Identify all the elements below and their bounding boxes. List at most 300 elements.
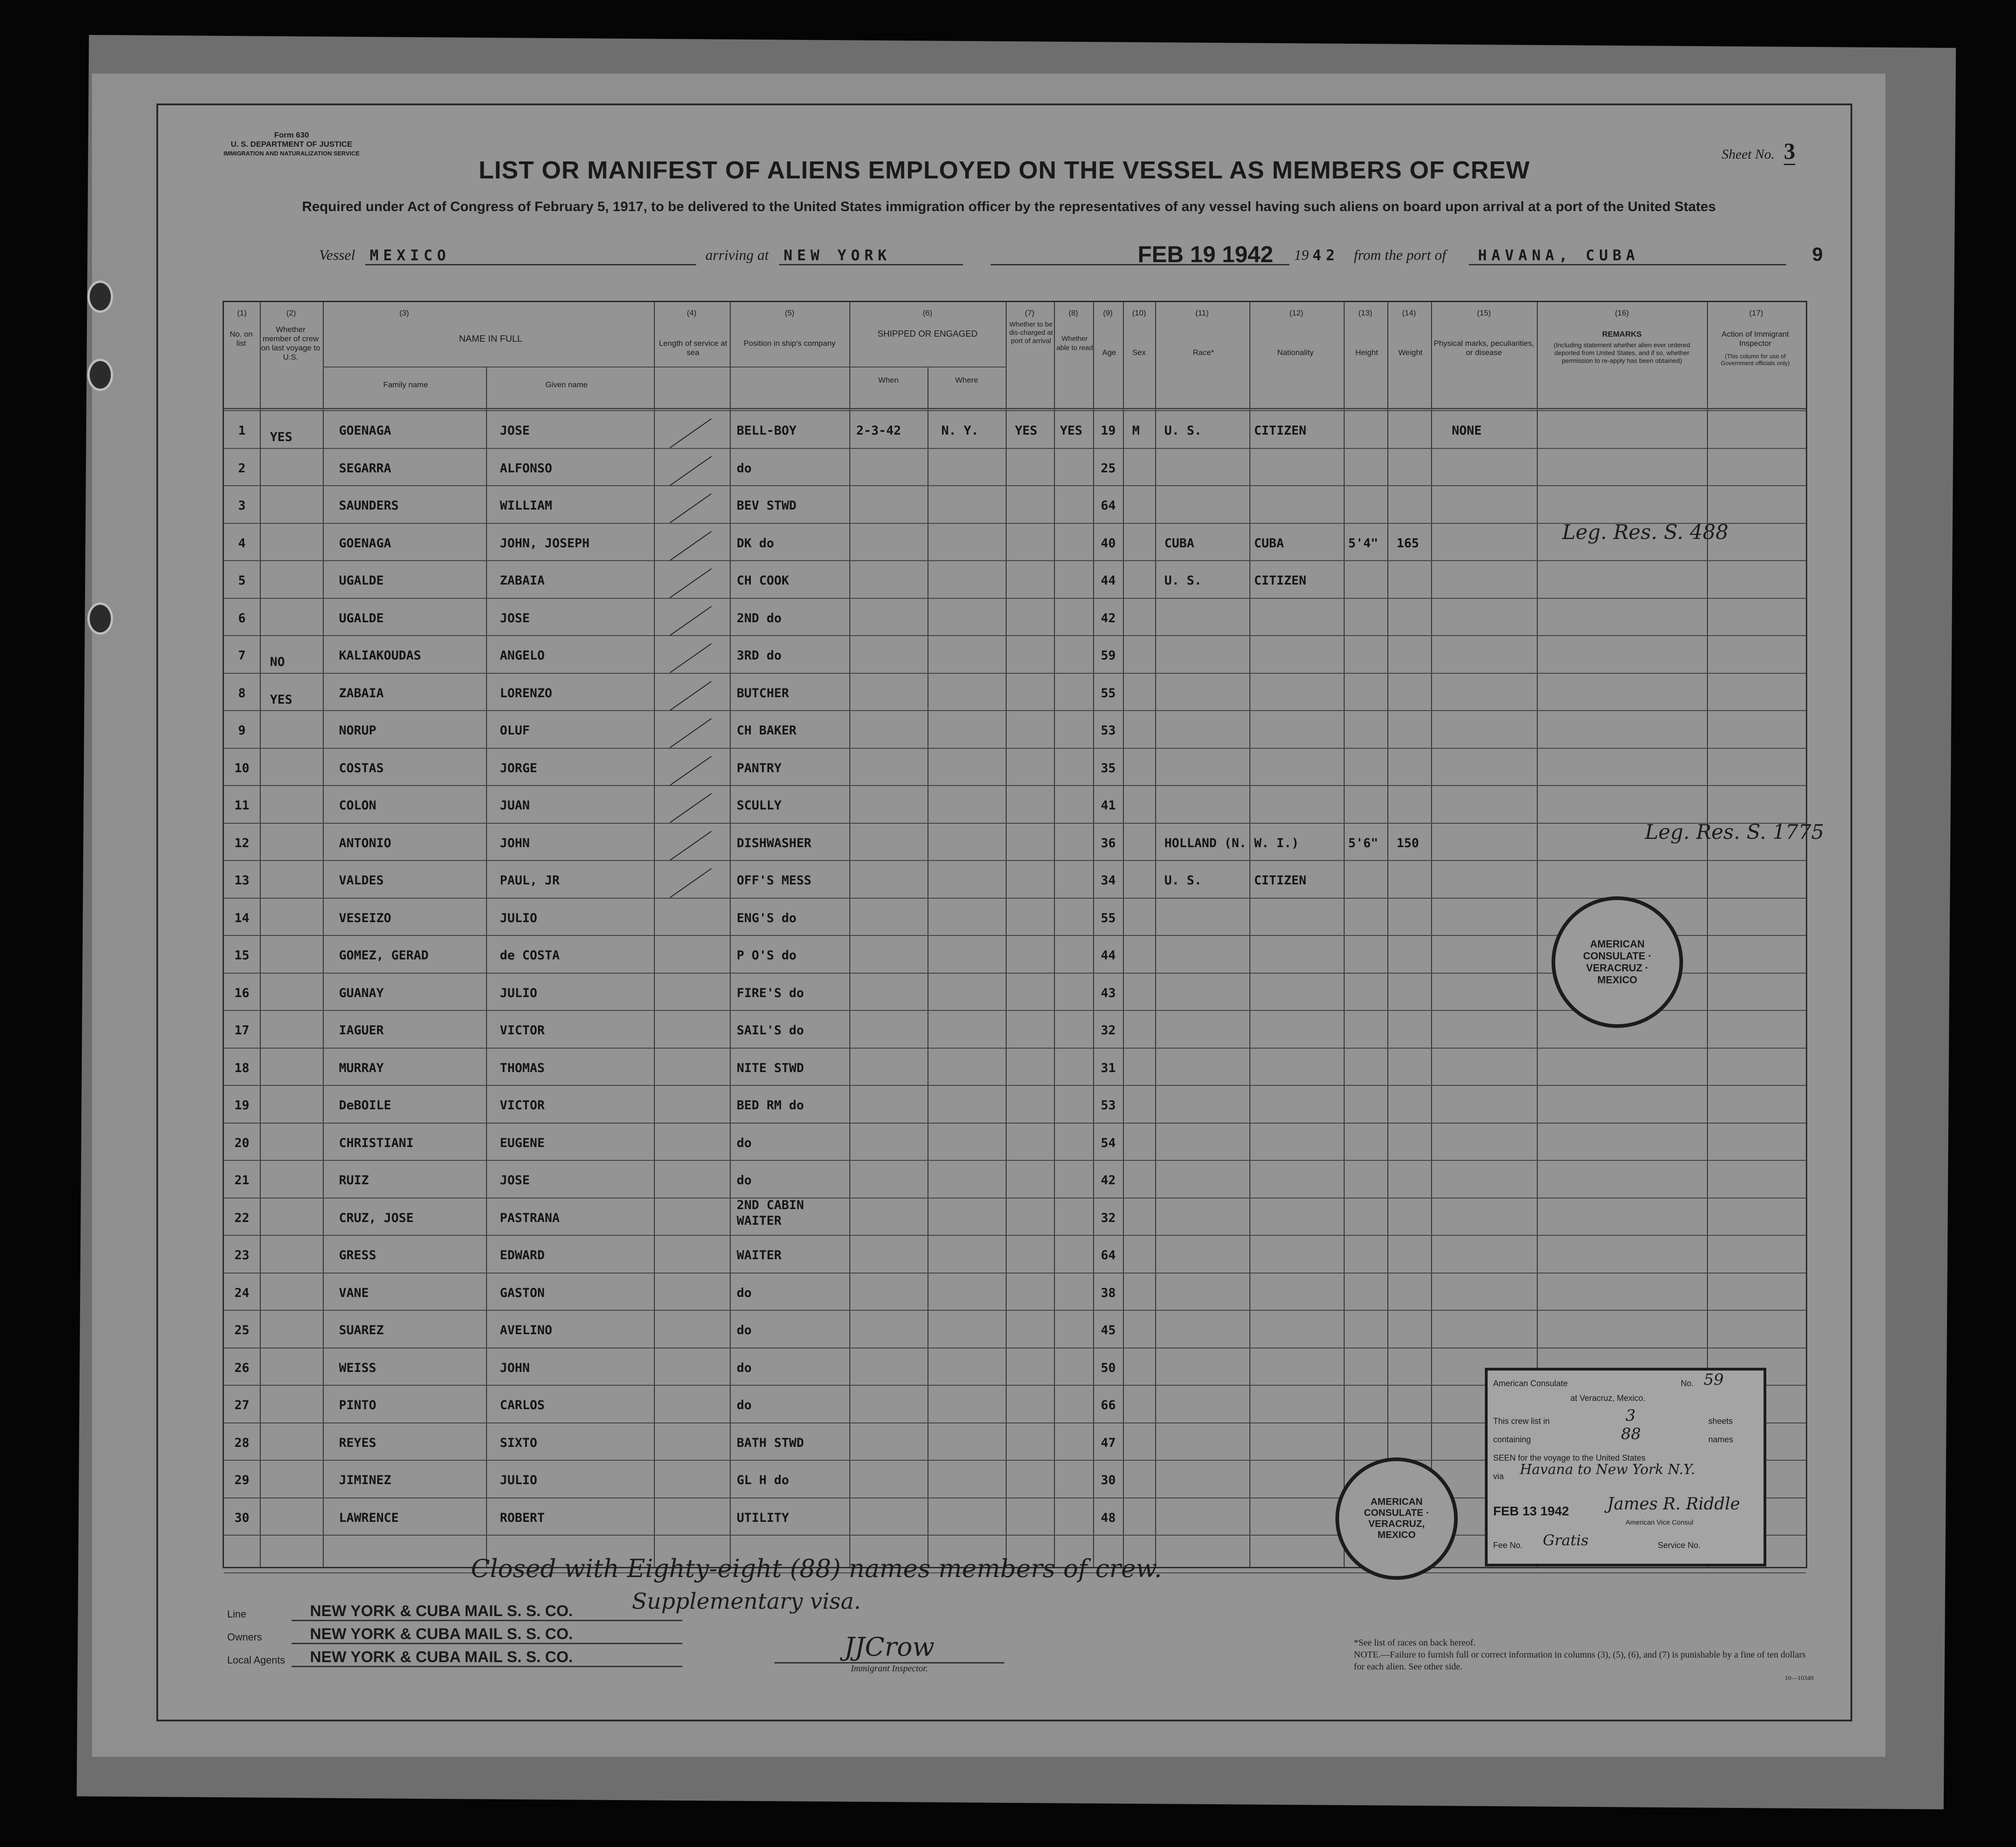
age-cell: 30 — [1100, 1473, 1116, 1487]
given-name-cell: ROBERT — [500, 1510, 545, 1525]
row-number: 7 — [238, 648, 246, 663]
family-name-cell: VALDES — [339, 873, 384, 888]
row-number: 8 — [238, 686, 246, 700]
age-cell: 50 — [1100, 1360, 1116, 1375]
given-name-cell: JOHN, JOSEPH — [500, 536, 590, 551]
nationality-cell: CUBA — [1254, 536, 1284, 551]
consular-certificate — [1485, 1368, 1766, 1566]
ditto-mark — [670, 606, 711, 636]
manifest-form — [156, 103, 1852, 1721]
age-cell: 32 — [1100, 1023, 1116, 1038]
column-number: (14) — [1402, 309, 1416, 317]
given-name-cell: JORGE — [500, 761, 538, 775]
position-cell: BELL-BOY — [737, 424, 797, 438]
ditto-mark — [670, 643, 711, 673]
col-physical-header: Physical marks, peculiarities, or disease — [1433, 339, 1535, 357]
ditto-mark — [670, 756, 711, 786]
form-number: Form 630 — [274, 131, 309, 139]
age-cell: 42 — [1100, 1173, 1116, 1187]
age-cell: 53 — [1100, 1098, 1116, 1113]
from-label: from the port of — [1354, 247, 1446, 263]
position-cell: GL H do — [737, 1473, 789, 1487]
given-name-cell: JULIO — [500, 986, 538, 1000]
page-title: LIST OR MANIFEST OF ALIENS EMPLOYED ON THE VESSEL AS MEMBERS OF CREW — [478, 156, 1530, 184]
footer-line-value: NEW YORK & CUBA MAIL S. S. CO. — [310, 1602, 573, 1620]
row-divider — [224, 785, 1806, 786]
row-divider — [224, 485, 1806, 486]
given-name-cell: PAUL, JR — [500, 873, 560, 888]
age-cell: 54 — [1100, 1136, 1116, 1150]
col-height-header: Height — [1355, 348, 1378, 357]
column-divider — [1249, 302, 1250, 1567]
position-cell: DK do — [737, 536, 774, 551]
given-name-cell: JULIO — [500, 1473, 538, 1487]
age-cell: 42 — [1100, 611, 1116, 625]
given-name-cell: THOMAS — [500, 1061, 545, 1075]
row-divider — [224, 1085, 1806, 1086]
family-name-cell: DeBOILE — [339, 1098, 391, 1113]
footer-owners-label: Owners — [227, 1631, 262, 1643]
cert-containing: containing — [1493, 1435, 1531, 1444]
discharged-cell: YES — [1015, 424, 1037, 438]
column-divider — [1431, 302, 1432, 1567]
given-name-cell: JOHN — [500, 836, 530, 850]
age-cell: 44 — [1100, 574, 1116, 588]
row-divider — [224, 898, 1806, 899]
col-read-header: Whether able to read — [1056, 335, 1093, 352]
family-name-cell: JIMINEZ — [339, 1473, 391, 1487]
column-divider — [1123, 302, 1124, 1567]
col-position-header: Position in ship's company — [744, 339, 836, 348]
row-number: 3 — [238, 499, 246, 513]
family-name-cell: MURRAY — [339, 1061, 384, 1075]
family-name-cell: REYES — [339, 1435, 377, 1450]
family-name-cell: SUAREZ — [339, 1323, 384, 1337]
given-name-cell: ANGELO — [500, 648, 545, 663]
age-cell: 35 — [1100, 761, 1116, 775]
age-cell: 55 — [1100, 911, 1116, 925]
given-name-cell: CARLOS — [500, 1398, 545, 1412]
row-divider — [224, 1123, 1806, 1124]
cert-fee-value: Gratis — [1543, 1532, 1589, 1549]
cert-signature: James R. Riddle — [1607, 1495, 1740, 1514]
cert-sheets-label: sheets — [1708, 1417, 1733, 1426]
closing-note: Closed with Eighty-eight (88) names members of crew. — [471, 1554, 1162, 1583]
age-cell: 44 — [1100, 948, 1116, 963]
prior-voyage-cell: NO — [270, 655, 285, 669]
family-name-cell: GOENAGA — [339, 424, 391, 438]
family-name-cell: WEISS — [339, 1360, 377, 1375]
column-divider — [1155, 302, 1156, 1567]
family-name-cell: LAWRENCE — [339, 1510, 399, 1525]
position-cell: BED RM do — [737, 1098, 804, 1113]
row-number: 13 — [234, 873, 250, 888]
row-divider — [224, 673, 1806, 674]
position-cell: do — [737, 1360, 752, 1375]
column-number: (2) — [286, 309, 296, 317]
service: IMMIGRATION AND NATURALIZATION SERVICE — [223, 150, 360, 157]
ditto-mark — [670, 531, 711, 561]
cert-names-count: 88 — [1621, 1425, 1641, 1443]
position-cell: do — [737, 1136, 752, 1150]
position-cell: BEV STWD — [737, 499, 797, 513]
given-name-cell: PASTRANA — [500, 1210, 560, 1225]
sex-cell: M — [1132, 424, 1140, 438]
year-prefix: 19 — [1294, 247, 1309, 263]
page-mark: 9 — [1812, 243, 1823, 265]
given-name-cell: ZABAIA — [500, 574, 545, 588]
header-divider — [224, 408, 1806, 409]
position-cell: 2ND CABIN — [737, 1198, 804, 1212]
column-number: (15) — [1477, 309, 1491, 317]
age-cell: 40 — [1100, 536, 1116, 551]
column-number: (3) — [399, 309, 409, 317]
cert-route: Havana to New York N.Y. — [1520, 1462, 1695, 1478]
arrival-port: NEW YORK — [784, 247, 892, 264]
row-divider — [224, 860, 1806, 861]
position-cell: SAIL'S do — [737, 1023, 804, 1038]
row-divider — [224, 410, 1806, 411]
date-stamp: FEB 19 1942 — [1138, 241, 1273, 267]
position-cell: ENG'S do — [737, 911, 797, 925]
family-name-cell: VANE — [339, 1285, 369, 1300]
column-number: (6) — [922, 309, 933, 317]
column-number: (11) — [1195, 309, 1209, 317]
position-cell: BATH STWD — [737, 1435, 804, 1450]
given-name-cell: JOHN — [500, 1360, 530, 1375]
cert-service-label: Service No. — [1658, 1541, 1701, 1550]
ditto-mark — [670, 718, 711, 748]
col-action-header: Action of Immigrant Inspector — [1721, 330, 1789, 348]
sheet-value: 3 — [1784, 138, 1795, 165]
footer-agents-label: Local Agents — [227, 1654, 285, 1666]
row-number: 21 — [234, 1173, 250, 1187]
inspector-label: Immigrant Inspector. — [774, 1662, 1004, 1674]
row-number: 12 — [234, 836, 250, 850]
family-name-cell: UGALDE — [339, 611, 384, 625]
age-cell: 32 — [1100, 1210, 1116, 1225]
age-cell: 66 — [1100, 1398, 1116, 1412]
cert-names-label: names — [1708, 1435, 1734, 1444]
col-shipped-header: SHIPPED OR ENGAGED — [877, 329, 978, 339]
row-number: 23 — [234, 1248, 250, 1262]
position-cell: do — [737, 1173, 752, 1187]
family-name-cell: ZABAIA — [339, 686, 384, 700]
family-name-cell: ANTONIO — [339, 836, 391, 850]
position-cell: CH COOK — [737, 574, 789, 588]
family-name-cell: UGALDE — [339, 574, 384, 588]
age-cell: 41 — [1100, 798, 1116, 813]
column-divider — [486, 367, 487, 1567]
family-name-cell: SEGARRA — [339, 461, 391, 476]
footer-note-fine: NOTE.—Failure to furnish full or correct information in columns (3), (5), (6), and (7) is punishable by a fine of ten dollars for each alien. See other side. — [1354, 1650, 1806, 1672]
seal-text: AMERICAN CONSULATE · VERACRUZ, MEXICO — [1364, 1497, 1429, 1540]
family-name-cell: GOMEZ, GERAD — [339, 948, 429, 963]
family-name-cell: SAUNDERS — [339, 499, 399, 513]
footer-form-ref: 10—10349 — [1785, 1675, 1814, 1682]
row-number: 9 — [238, 723, 246, 738]
age-cell: 64 — [1100, 499, 1116, 513]
column-number: (1) — [237, 309, 247, 317]
cert-location: at Veracruz, Mexico. — [1570, 1394, 1646, 1403]
col-given-header: Given name — [545, 380, 588, 389]
given-name-cell: WILLIAM — [500, 499, 552, 513]
row-number: 22 — [234, 1210, 250, 1225]
remark-handwritten: Leg. Res. S. 1775 — [1645, 820, 1824, 844]
row-number: 15 — [234, 948, 250, 963]
col-when-header: When — [878, 376, 899, 384]
family-name-cell: KALIAKOUDAS — [339, 648, 421, 663]
position-cell: PANTRY — [737, 761, 782, 775]
footer-line-label: Line — [227, 1608, 246, 1620]
ditto-mark — [670, 419, 711, 448]
given-name-cell: LORENZO — [500, 686, 552, 700]
ditto-mark — [670, 568, 711, 598]
column-number: (8) — [1068, 309, 1078, 317]
inspector-signature: JJCrow — [844, 1632, 935, 1662]
row-number: 29 — [234, 1473, 250, 1487]
column-number: (4) — [687, 309, 697, 317]
position-cell: WAITER — [737, 1213, 782, 1228]
given-name-cell: JOSE — [500, 611, 530, 625]
binder-hole — [87, 359, 113, 391]
row-number: 6 — [238, 611, 246, 625]
position-cell: do — [737, 461, 752, 476]
col-discharged-header: Whether to be dis-charged at port of arrival — [1009, 321, 1053, 345]
column-number: (5) — [785, 309, 795, 317]
age-cell: 47 — [1100, 1435, 1116, 1450]
age-cell: 48 — [1100, 1510, 1116, 1525]
row-number: 17 — [234, 1023, 250, 1038]
row-divider — [224, 598, 1806, 599]
column-divider — [849, 302, 850, 1567]
from-port: HAVANA, CUBA — [1478, 247, 1640, 264]
cert-fee-label: Fee No. — [1493, 1541, 1523, 1550]
row-number: 25 — [234, 1323, 250, 1337]
vessel-label: Vessel — [319, 247, 355, 263]
row-number: 10 — [234, 761, 250, 775]
age-cell: 53 — [1100, 723, 1116, 738]
cert-via: via — [1493, 1472, 1504, 1481]
prior-voyage-cell: YES — [270, 430, 292, 444]
year-suffix: 42 — [1312, 247, 1340, 264]
position-cell: FIRE'S do — [737, 986, 804, 1000]
row-number: 24 — [234, 1285, 250, 1300]
row-number: 16 — [234, 986, 250, 1000]
age-cell: 38 — [1100, 1285, 1116, 1300]
age-cell: 34 — [1100, 873, 1116, 888]
position-cell: OFF'S MESS — [737, 873, 812, 888]
seal-text: AMERICAN CONSULATE · VERACRUZ · MEXICO — [1583, 938, 1652, 986]
given-name-cell: EDWARD — [500, 1248, 545, 1262]
col-remarks-note: (Including statement whether alien ever ordered deported from United States, and if so, whether permission to re-apply has been obtained) — [1553, 341, 1690, 364]
col-race-header: Race* — [1192, 348, 1214, 357]
col-name-header: NAME IN FULL — [459, 334, 522, 344]
remark-handwritten: Leg. Res. S. 488 — [1562, 520, 1729, 544]
given-name-cell: JUAN — [500, 798, 530, 813]
col-family-header: Family name — [383, 380, 428, 389]
row-divider — [224, 710, 1806, 711]
col-weight-header: Weight — [1398, 348, 1423, 357]
given-name-cell: SIXTO — [500, 1435, 538, 1450]
prior-voyage-cell: YES — [270, 692, 292, 707]
cert-no-label: No. — [1681, 1379, 1694, 1388]
age-cell: 31 — [1100, 1061, 1116, 1075]
given-name-cell: de COSTA — [500, 948, 560, 963]
row-divider — [224, 1235, 1806, 1236]
footer-agents-value: NEW YORK & CUBA MAIL S. S. CO. — [310, 1648, 573, 1666]
age-cell: 45 — [1100, 1323, 1116, 1337]
position-cell: 2ND do — [737, 611, 782, 625]
family-name-cell: RUIZ — [339, 1173, 369, 1187]
able-read-cell: YES — [1060, 424, 1082, 438]
physical-marks-cell: NONE — [1452, 424, 1482, 438]
column-number: (17) — [1749, 309, 1764, 317]
col-no-header: No. on list — [229, 330, 253, 348]
row-divider — [224, 635, 1806, 636]
cert-consulate: American Consulate — [1493, 1379, 1568, 1388]
row-number: 27 — [234, 1398, 250, 1412]
given-name-cell: ALFONSO — [500, 461, 552, 476]
shipped-when-cell: 2-3-42 — [856, 424, 901, 438]
age-cell: 59 — [1100, 648, 1116, 663]
footer-company — [227, 1600, 687, 1669]
column-number: (10) — [1132, 309, 1146, 317]
col-length-header: Length of service at sea — [659, 339, 727, 357]
row-number: 2 — [238, 461, 246, 476]
footer-note-races: *See list of races on back hereof. — [1354, 1638, 1476, 1648]
given-name-cell: JOSE — [500, 424, 530, 438]
race-cell: HOLLAND (N. W. I.) — [1164, 836, 1299, 850]
shipped-where-cell: N. Y. — [941, 424, 979, 438]
height-cell: 5'6" — [1348, 836, 1379, 850]
family-name-cell: GRESS — [339, 1248, 377, 1262]
age-cell: 64 — [1100, 1248, 1116, 1262]
ditto-mark — [670, 793, 711, 823]
column-number: (9) — [1103, 309, 1113, 317]
race-cell: U. S. — [1164, 574, 1202, 588]
row-divider — [224, 823, 1806, 824]
row-divider — [224, 1160, 1806, 1161]
nationality-cell: CITIZEN — [1254, 873, 1306, 888]
position-cell: SCULLY — [737, 798, 782, 813]
position-cell: BUTCHER — [737, 686, 789, 700]
race-cell: U. S. — [1164, 873, 1202, 888]
age-cell: 36 — [1100, 836, 1116, 850]
closing-note-2: Supplementary visa. — [632, 1589, 861, 1614]
column-number: (16) — [1615, 309, 1629, 317]
family-name-cell: PINTO — [339, 1398, 377, 1412]
column-number: (12) — [1289, 309, 1304, 317]
col-action-note: (This column for use of Government officials only) — [1720, 353, 1790, 367]
row-number: 5 — [238, 574, 246, 588]
given-name-cell: OLUF — [500, 723, 530, 738]
column-divider — [1054, 302, 1055, 1567]
column-divider — [1006, 302, 1007, 1567]
given-name-cell: GASTON — [500, 1285, 545, 1300]
family-name-cell: GUANAY — [339, 986, 384, 1000]
row-number: 19 — [234, 1098, 250, 1113]
position-cell: P O'S do — [737, 948, 797, 963]
row-number: 4 — [238, 536, 246, 551]
race-cell: U. S. — [1164, 424, 1202, 438]
column-divider — [260, 302, 261, 1567]
row-divider — [224, 1198, 1806, 1199]
given-name-cell: AVELINO — [500, 1323, 552, 1337]
department: U. S. DEPARTMENT OF JUSTICE — [230, 140, 353, 149]
ditto-mark — [670, 493, 711, 523]
footer-agents-row — [227, 1646, 687, 1669]
footer-notes — [1354, 1637, 1814, 1685]
row-divider — [224, 1048, 1806, 1049]
position-cell: do — [737, 1285, 752, 1300]
age-cell: 19 — [1100, 424, 1116, 438]
family-name-cell: GOENAGA — [339, 536, 391, 551]
given-name-cell: JULIO — [500, 911, 538, 925]
family-name-cell: COLON — [339, 798, 377, 813]
position-cell: do — [737, 1323, 752, 1337]
family-name-cell: VESEIZO — [339, 911, 391, 925]
consulate-seal-bottom — [1335, 1457, 1458, 1580]
position-cell: CH BAKER — [737, 723, 797, 738]
family-name-cell: CRUZ, JOSE — [339, 1210, 414, 1225]
vessel-line — [319, 241, 1791, 269]
race-cell: CUBA — [1164, 536, 1195, 551]
row-number: 30 — [234, 1510, 250, 1525]
page-subtitle: Required under Act of Congress of February 5, 1917, to be delivered to the United States immigration officer by the representatives of any vessel having such aliens on board upon arrival at a port of the United States — [302, 199, 1716, 214]
row-number: 20 — [234, 1136, 250, 1150]
consulate-seal-top — [1552, 896, 1683, 1028]
footer-owners-value: NEW YORK & CUBA MAIL S. S. CO. — [310, 1625, 573, 1643]
row-number: 14 — [234, 911, 250, 925]
ditto-mark — [670, 681, 711, 711]
row-number: 18 — [234, 1061, 250, 1075]
column-number: (7) — [1025, 309, 1035, 317]
ditto-mark — [670, 868, 711, 898]
row-divider — [224, 1010, 1806, 1011]
form-identifier — [209, 131, 374, 158]
family-name-cell: COSTAS — [339, 761, 384, 775]
age-cell: 43 — [1100, 986, 1116, 1000]
row-number: 26 — [234, 1360, 250, 1375]
col-prior-header: Whether member of crew on last voyage to U.S. — [261, 325, 321, 361]
position-cell: 3RD do — [737, 648, 782, 663]
cert-crew-list-label: This crew list in — [1493, 1417, 1550, 1426]
col-nationality-header: Nationality — [1277, 348, 1314, 357]
family-name-cell: IAGUER — [339, 1023, 384, 1038]
col-age-header: Age — [1102, 348, 1117, 357]
family-name-cell: CHRISTIANI — [339, 1136, 414, 1150]
ditto-mark — [670, 456, 711, 486]
arriving-label: arriving at — [705, 247, 769, 263]
nationality-cell: CITIZEN — [1254, 574, 1306, 588]
given-name-cell: VICTOR — [500, 1098, 545, 1113]
column-divider — [323, 302, 324, 1567]
col-sex-header: Sex — [1132, 348, 1146, 357]
position-cell: DISHWASHER — [737, 836, 812, 850]
column-divider — [1093, 302, 1094, 1567]
weight-cell: 165 — [1397, 536, 1419, 551]
given-name-cell: JOSE — [500, 1173, 530, 1187]
row-number: 1 — [238, 424, 246, 438]
binder-hole — [87, 602, 113, 635]
column-number: (13) — [1358, 309, 1373, 317]
row-number: 11 — [234, 798, 250, 813]
given-name-cell: EUGENE — [500, 1136, 545, 1150]
footer-owners-row — [227, 1623, 687, 1646]
cert-date: FEB 13 1942 — [1493, 1504, 1569, 1518]
binder-hole — [87, 281, 113, 313]
